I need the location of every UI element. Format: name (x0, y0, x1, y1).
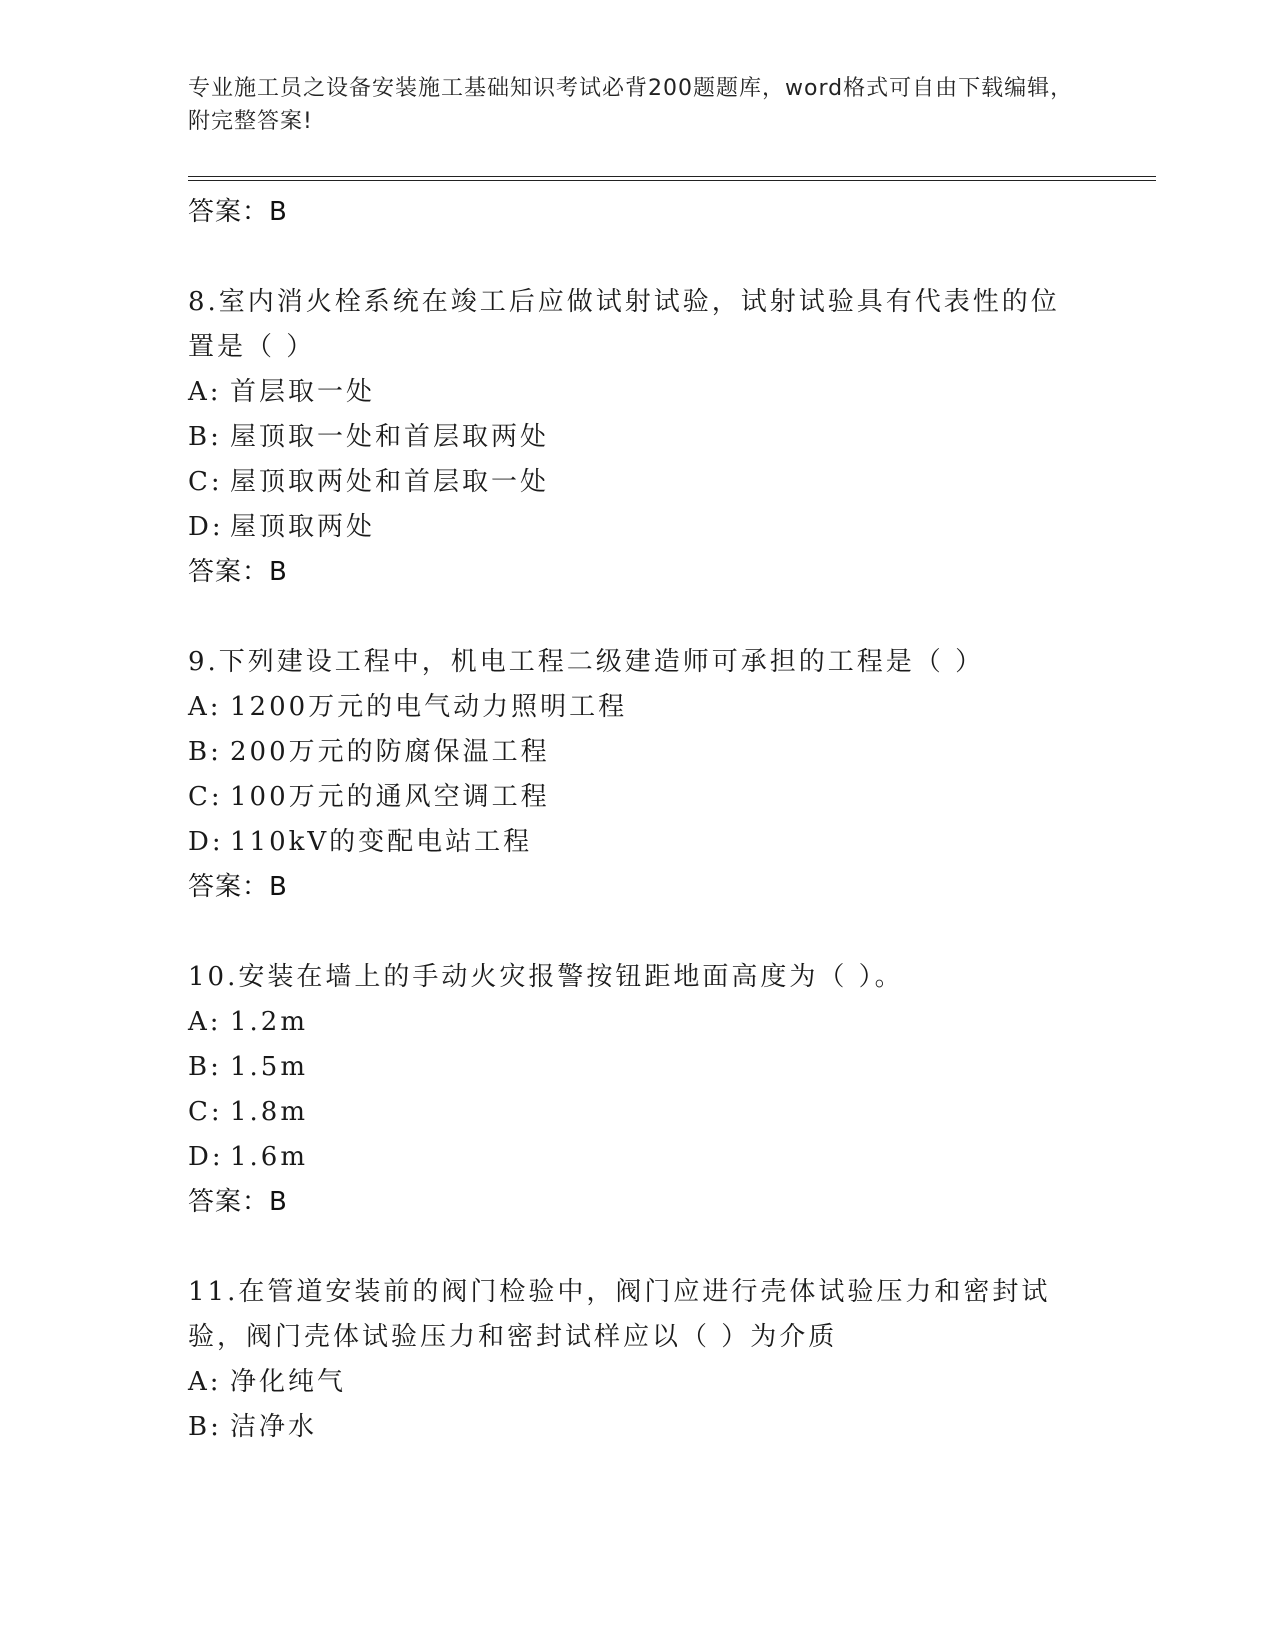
document-body (188, 190, 1088, 1450)
answer-line: 答案：B (188, 872, 288, 902)
question-text: 11.在管道安装前的阀门检验中，阀门应进行壳体试验压力和密封试验，阀门壳体试验压力和密封试样应以（ ）为介质 (188, 1277, 1051, 1352)
option-text: 1.8m (230, 1097, 309, 1127)
option-a (188, 1360, 1088, 1405)
option-c (188, 460, 1088, 505)
option-b (188, 415, 1088, 460)
answer-line: 答案：B (188, 1187, 288, 1217)
option-letter: A: (188, 1007, 222, 1037)
option-d (188, 820, 1088, 865)
option-d (188, 1135, 1088, 1180)
answer-line: 答案：B (188, 197, 288, 227)
option-b (188, 1045, 1088, 1090)
option-letter: A: (188, 377, 222, 407)
option-c (188, 775, 1088, 820)
option-letter: A: (188, 692, 222, 722)
question-text: 8.室内消火栓系统在竣工后应做试射试验，试射试验具有代表性的位置是（ ） (188, 287, 1060, 362)
answer-line: 答案：B (188, 557, 288, 587)
option-text: 洁净水 (230, 1412, 318, 1442)
option-letter: D: (188, 512, 224, 542)
option-b (188, 730, 1088, 775)
option-text: 首层取一处 (230, 377, 376, 407)
option-text: 屋顶取一处和首层取两处 (230, 422, 550, 452)
option-letter: A: (188, 1367, 222, 1397)
option-letter: B: (188, 422, 222, 452)
question-item (188, 280, 1088, 594)
option-text: 屋顶取两处和首层取一处 (230, 467, 550, 497)
option-text: 1.5m (230, 1052, 309, 1082)
option-letter: B: (188, 737, 222, 767)
option-text: 1.2m (230, 1007, 309, 1037)
option-text: 净化纯气 (230, 1367, 347, 1397)
question-item (188, 640, 1088, 909)
option-a (188, 370, 1088, 415)
option-text: 1200万元的电气动力照明工程 (230, 692, 628, 722)
option-text: 110kV的变配电站工程 (230, 827, 533, 857)
question-text: 10.安装在墙上的手动火灾报警按钮距地面高度为（ ）。 (188, 962, 904, 992)
option-text: 100万元的通风空调工程 (230, 782, 550, 812)
question-text: 9.下列建设工程中，机电工程二级建造师可承担的工程是（ ） (188, 647, 985, 677)
option-b (188, 1405, 1088, 1450)
option-letter: B: (188, 1052, 222, 1082)
question-item (188, 955, 1088, 1224)
option-letter: C: (188, 1097, 223, 1127)
option-a (188, 1000, 1088, 1045)
option-letter: C: (188, 467, 223, 497)
option-letter: C: (188, 782, 223, 812)
option-letter: B: (188, 1412, 222, 1442)
question-item (188, 1270, 1088, 1450)
option-text: 1.6m (230, 1142, 309, 1172)
header-divider (188, 176, 1156, 181)
option-letter: D: (188, 1142, 224, 1172)
option-c (188, 1090, 1088, 1135)
document-title: 专业施工员之设备安装施工基础知识考试必背200题题库，word格式可自由下载编辑，附完整答案! (188, 76, 1074, 134)
option-text: 200万元的防腐保温工程 (230, 737, 550, 767)
option-d (188, 505, 1088, 550)
option-a (188, 685, 1088, 730)
option-text: 屋顶取两处 (230, 512, 376, 542)
page-header (188, 72, 1088, 138)
option-letter: D: (188, 827, 224, 857)
